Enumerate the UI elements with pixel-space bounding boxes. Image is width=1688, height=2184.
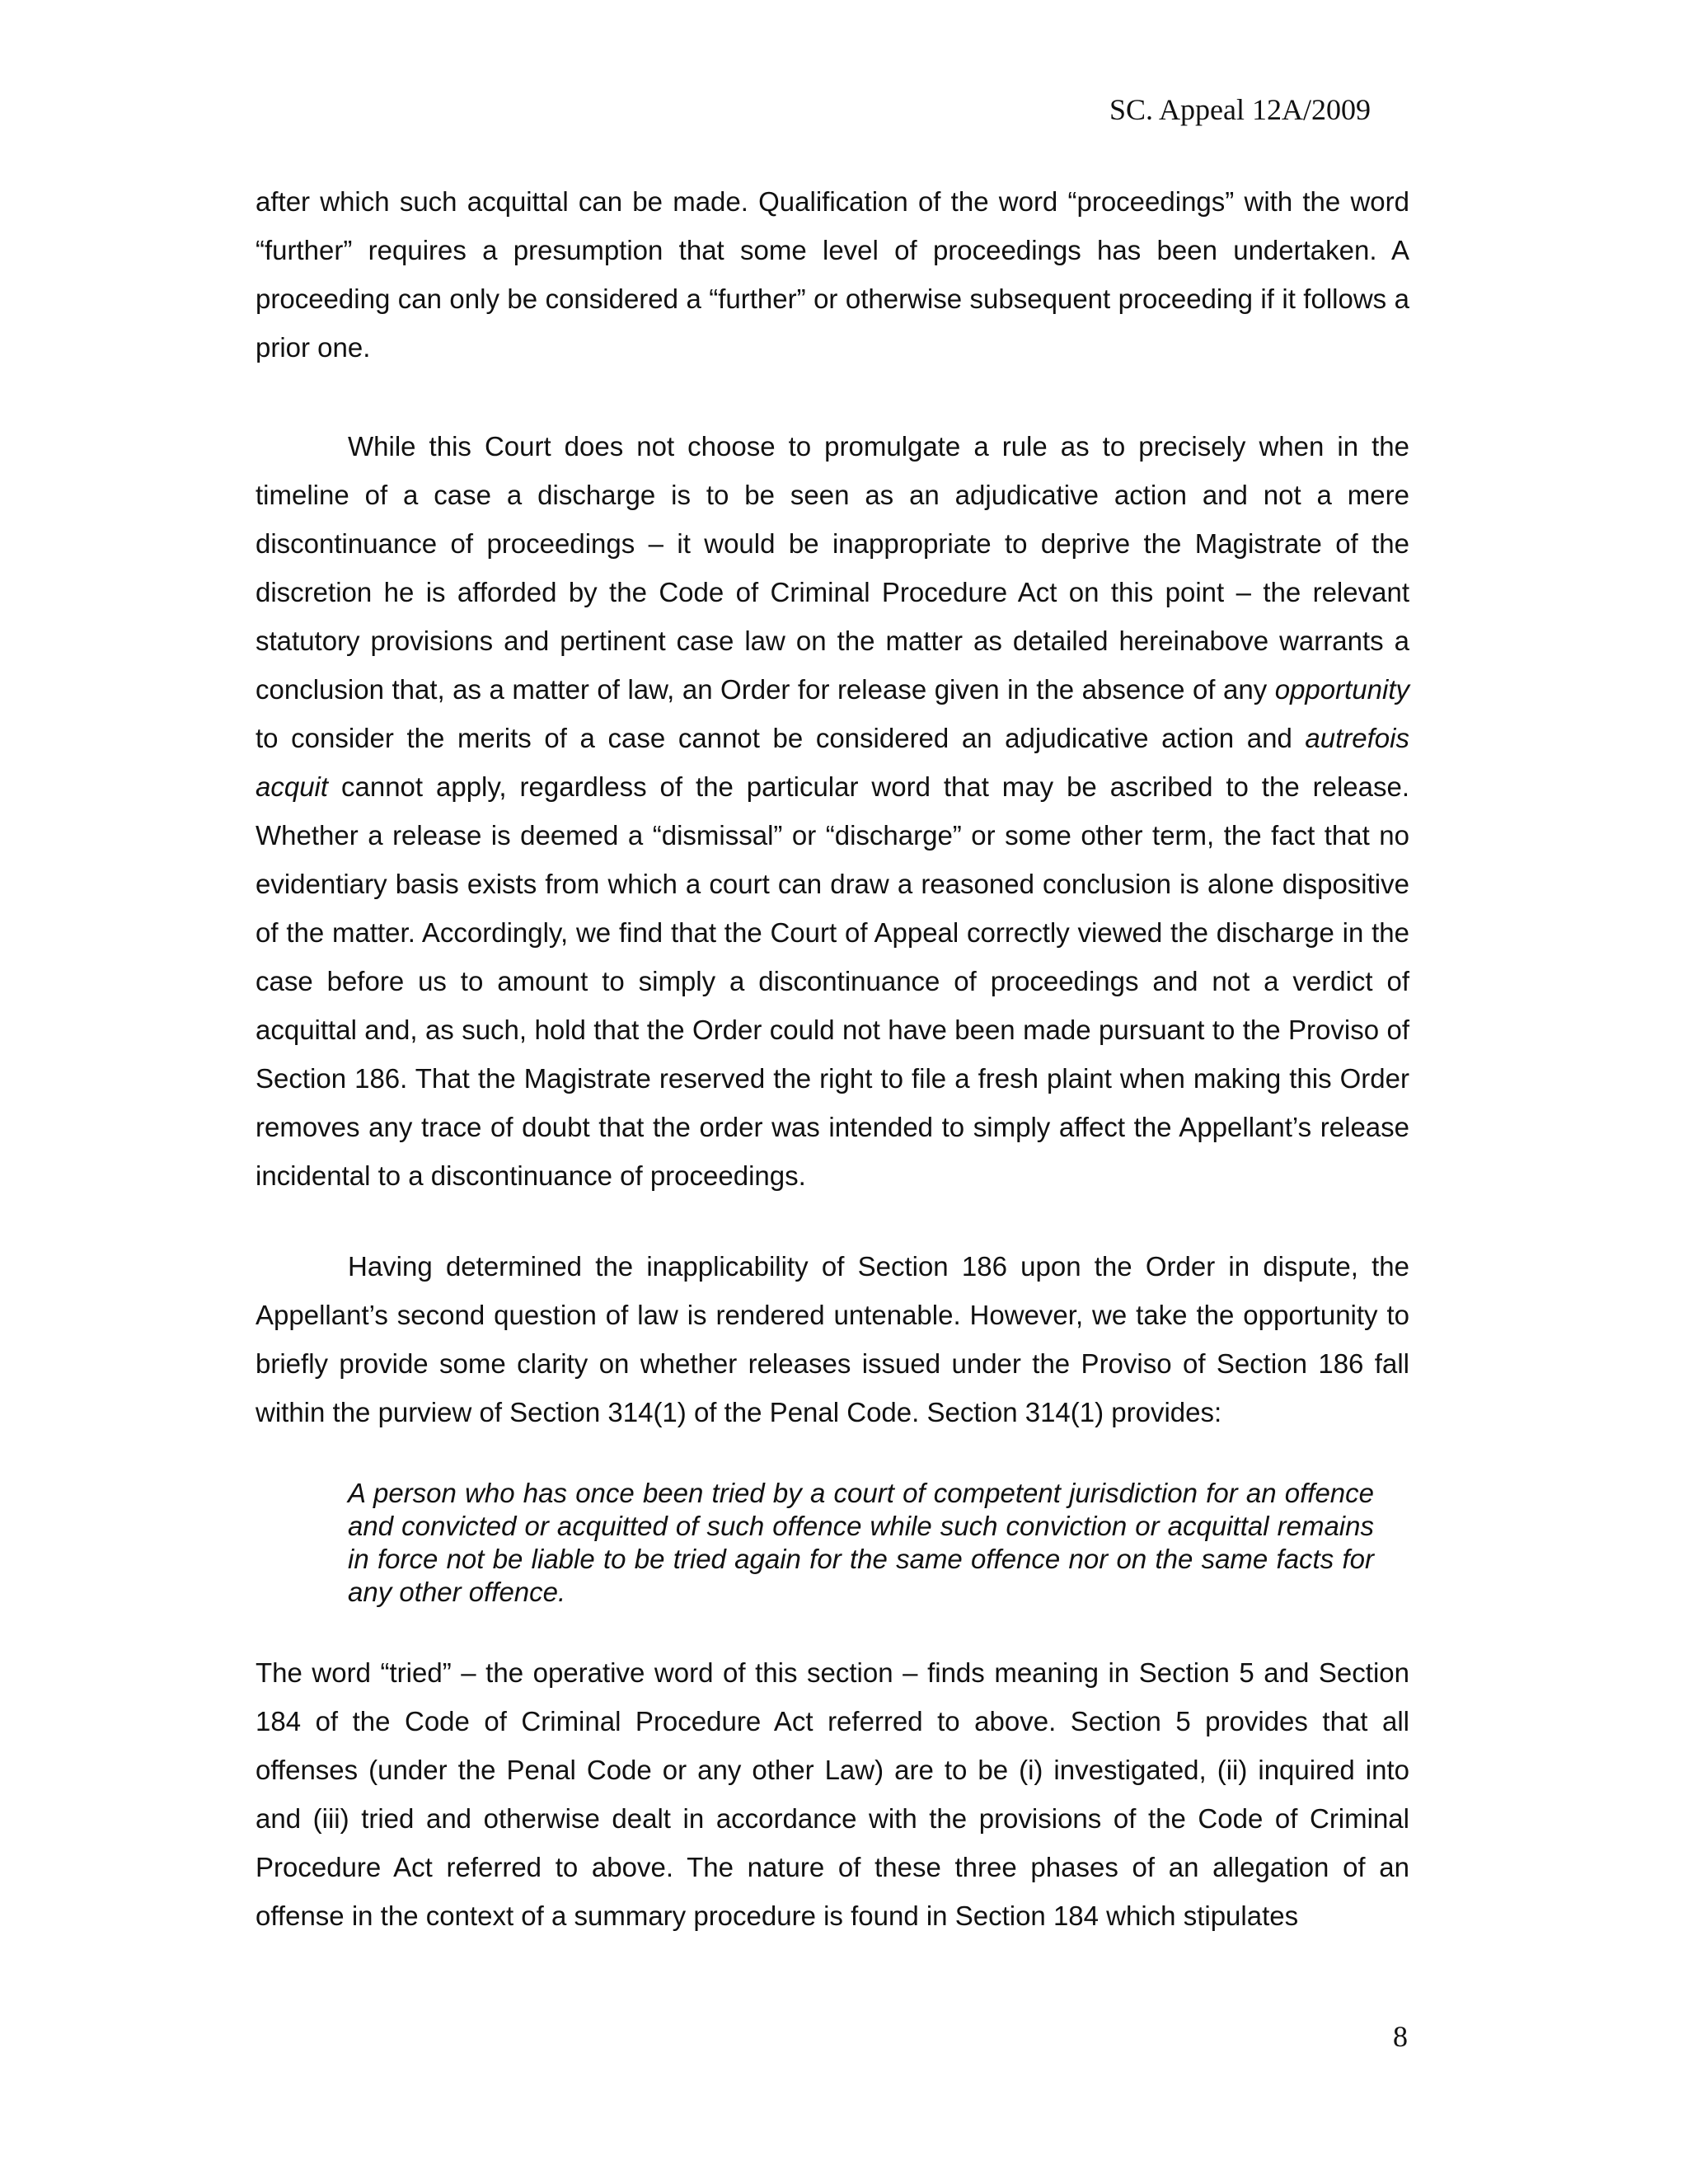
paragraph-2-part-3: cannot apply, regardless of the particular word that may be ascribed to the release. Whether a release is deemed a “dismissal” or “discharge” or some other term, the fact that no evidentiary basis exists from which a court can draw a reasoned conclusion is alone dispositive of the matter. Accordingly, we find that the Court of Appeal correctly viewed the discharge in the case before us to amount to simply a discontinuance of proceedings and not a verdict of acquittal and, as such, hold that the Order could not have been made pursuant to the Proviso of Section 186. That the Magistrate reserved the right to file a fresh plaint when making this Order removes any trace of doubt that the order was intended to simply affect the Appellant’s release incidental to a discontinuance of proceedings. bbox=[256, 771, 1409, 1191]
paragraph-2-part-2: to consider the merits of a case cannot be considered an adjudicative action and bbox=[256, 723, 1306, 753]
paragraph-2-emphasis-autrefois: autrefois acquit bbox=[256, 723, 1409, 802]
paragraph-2-part-1: While this Court does not choose to promulgate a rule as to precisely when in the timeline of a case a discharge is to be seen as an adjudicative action and not a mere discontinuance of proceedings – it would be inappropriate to deprive the Magistrate of the discretion he is afforded by the Code of Criminal Procedure Act on this point – the relevant statutory provisions and pertinent case law on the matter as detailed hereinabove warrants a conclusion that, as a matter of law, an Order for release given in the absence of any bbox=[256, 431, 1409, 705]
paragraph-4-text: The word “tried” – the operative word of this section – finds meaning in Section 5 and Section 184 of the Code of Criminal Procedure Act referred to above. Section 5 provides that all offenses (under the Penal Code or any other Law) are to be (i) investigated, (ii) inquired into and (iii) tried and otherwise dealt in accordance with the provisions of the Code of Criminal Procedure Act referred to above. The nature of these three phases of an allegation of an offense in the context of a summary procedure is found in Section 184 which stipulates bbox=[256, 1657, 1409, 1931]
paragraph-1-text: after which such acquittal can be made. Qualification of the word “proceedings” with the word “further” requires a presumption that some level of proceedings has been undertaken. A proceeding can only be considered a “further” or otherwise subsequent proceeding if it follows a prior one. bbox=[256, 186, 1409, 363]
paragraph-3-text: Having determined the inapplicability of Section 186 upon the Order in dispute, the Appellant’s second question of law is rendered untenable. However, we take the opportunity to briefly provide some clarity on whether releases issued under the Proviso of Section 186 fall within the purview of Section 314(1) of the Penal Code. Section 314(1) provides: bbox=[256, 1251, 1409, 1427]
paragraph-2-emphasis-opportunity: opportunity bbox=[1274, 674, 1409, 705]
paragraph-4 bbox=[256, 1648, 1409, 1940]
paragraph-1 bbox=[256, 177, 1409, 372]
paragraph-3 bbox=[256, 1242, 1409, 1436]
paragraph-2-text bbox=[256, 422, 1409, 1200]
statute-quote: A person who has once been tried by a court of competent jurisdiction for an offence and convicted or acquitted of such offence while such conviction or acquittal remains in force not be liable to be tried again for the same offence nor on the same facts for any other offence. bbox=[348, 1478, 1374, 1607]
case-reference-header: SC. Appeal 12A/2009 bbox=[1109, 93, 1371, 126]
paragraph-2 bbox=[256, 422, 1409, 1200]
page-number: 8 bbox=[1393, 2020, 1408, 2053]
